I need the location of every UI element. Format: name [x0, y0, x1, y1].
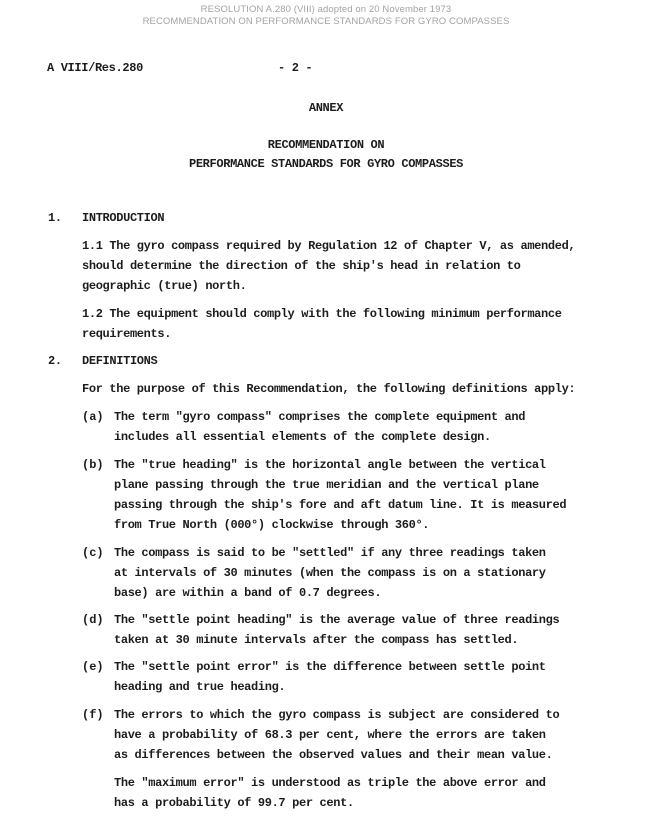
section-1-heading: INTRODUCTION	[82, 211, 165, 225]
text-line: should determine the direction of the ship's head in relation to	[82, 259, 521, 273]
running-header-line-2: RECOMMENDATION ON PERFORMANCE STANDARDS FOR GYRO COMPASSES	[142, 16, 510, 27]
text-line: geographic (true) north.	[82, 279, 247, 293]
text-line: The "settle point error" is the difference between settle point	[114, 660, 546, 674]
text-line: The compass is said to be "settled" if any three readings taken	[114, 546, 546, 560]
page-reference: A VIII/Res.280	[47, 61, 143, 75]
text-line: base) are within a band of 0.7 degrees.	[114, 586, 382, 600]
text-line: The errors to which the gyro compass is subject are considered to	[114, 708, 560, 722]
title-line-2: PERFORMANCE STANDARDS FOR GYRO COMPASSES	[188, 157, 464, 171]
text-line: at intervals of 30 minutes (when the compass is on a stationary	[114, 566, 546, 580]
text-line: 1.1 The gyro compass required by Regulation 12 of Chapter V, as amended,	[82, 239, 576, 253]
text-line: has a probability of 99.7 per cent.	[114, 796, 354, 810]
text-line: have a probability of 68.3 per cent, where the errors are taken	[114, 728, 546, 742]
running-header-line-1: RESOLUTION A.280 (VIII) adopted on 20 November 1973	[200, 4, 452, 15]
text-line: The "true heading" is the horizontal angle between the vertical	[114, 458, 546, 472]
item-label: (b)	[82, 458, 104, 472]
text-line: heading and true heading.	[114, 680, 286, 694]
item-label: (f)	[82, 708, 104, 722]
definitions-intro: For the purpose of this Recommendation, the following definitions apply:	[82, 382, 576, 396]
section-2-heading: DEFINITIONS	[82, 354, 158, 368]
item-label: (d)	[82, 613, 104, 627]
text-line: from True North (000°) clockwise through 360°.	[114, 518, 430, 532]
annex-heading: ANNEX	[308, 101, 344, 115]
item-label: (e)	[82, 660, 104, 674]
text-line: as differences between the observed values and their mean value.	[114, 748, 553, 762]
text-line: The "maximum error" is understood as triple the above error and	[114, 776, 546, 790]
text-line: taken at 30 minute intervals after the compass has settled.	[114, 633, 519, 647]
item-label: (a)	[82, 410, 104, 424]
title-line-1: RECOMMENDATION ON	[267, 138, 385, 152]
text-line: The "settle point heading" is the average value of three readings	[114, 613, 560, 627]
page-number: - 2 -	[278, 61, 313, 75]
section-2-number: 2.	[48, 354, 62, 368]
section-1-number: 1.	[48, 211, 62, 225]
text-line: requirements.	[82, 327, 172, 341]
text-line: passing through the ship's fore and aft datum line. It is measured	[114, 498, 567, 512]
text-line: 1.2 The equipment should comply with the following minimum performance	[82, 307, 562, 321]
item-label: (c)	[82, 546, 104, 560]
text-line: plane passing through the true meridian and the vertical plane	[114, 478, 539, 492]
text-line: The term "gyro compass" comprises the complete equipment and	[114, 410, 526, 424]
text-line: includes all essential elements of the complete design.	[114, 430, 491, 444]
